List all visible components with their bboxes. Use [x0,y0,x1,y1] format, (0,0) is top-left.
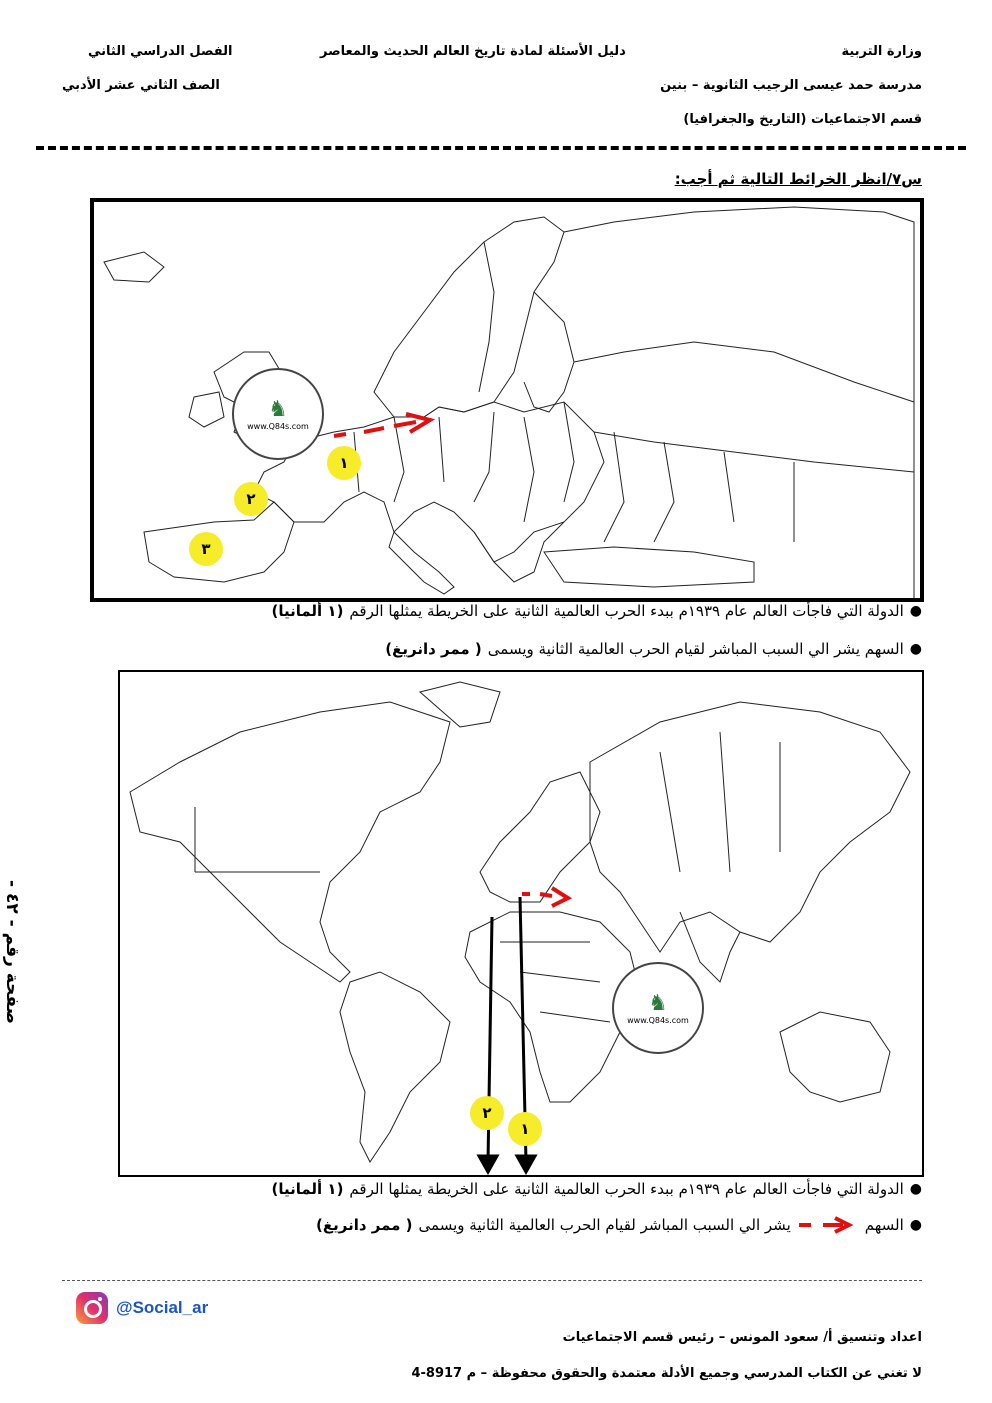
footer-notice: لا تغني عن الكتاب المدرسي وجميع الأدلة معتمدة والحقوق محفوظة – م 8917-4 [411,1366,922,1381]
map1-label-1: ١ [327,446,361,480]
map2-label-1: ١ [508,1112,542,1146]
question-title: س٧/انظر الخرائط التالية ثم أجب: [674,170,922,188]
bullet-icon: ● [909,1181,922,1197]
map1-label-2: ٢ [234,482,268,516]
world-map-drawing [120,672,922,1175]
map2-label-2: ٢ [470,1096,504,1130]
danzig-arrow [334,414,430,436]
site-watermark [232,368,324,460]
footer-divider [62,1280,922,1281]
instagram-icon [76,1292,108,1324]
logo-icon: ♞ [648,991,668,1016]
map1-answer-2: ● السهم يشر الي السبب المباشر لقيام الحرب العالمية الثانية ويسمى ( ممر دانريغ) [385,640,922,658]
guide-title: دليل الأسئلة لمادة تاريخ العالم الحديث والمعاصر [320,44,626,59]
site-watermark-world [612,962,704,1054]
page-number: صفحة رقم - ٤٢ - [2,880,22,1025]
bullet-icon: ● [909,1217,922,1233]
school-name: مدرسة حمد عيسى الرجيب الثانوية – بنين [660,78,922,93]
department-name: قسم الاجتماعيات (التاريخ والجغرافيا) [683,112,922,127]
footer-credit: اعداد وتنسيق أ/ سعود المونس – رئيس قسم الاجتماعيات [562,1330,922,1345]
semester: الفصل الدراسي الثاني [88,44,233,59]
red-arrow-icon [797,1216,859,1234]
grade: الصف الثاني عشر الأدبي [62,78,220,93]
danzig-arrow-world [522,888,568,906]
instagram-link[interactable] [76,1292,208,1324]
ministry-name: وزارة التربية [841,44,922,59]
map2-answer-2: ● السهم يشر الي السبب المباشر لقيام الحرب العالمية الثانية ويسمى ( ممر دانريغ) [316,1216,922,1234]
world-map [118,670,924,1177]
map1-answer-1: ● الدولة التي فاجأت العالم عام ١٩٣٩م ببدء الحرب العالمية الثانية على الخريطة يمثلها الرقم (١ ألمانيا) [271,602,922,620]
watermark-url: www.Q84s.com [627,1016,689,1025]
bullet-icon: ● [909,603,922,619]
instagram-handle[interactable]: @Social_ar [116,1298,209,1317]
map2-answer-1: ● الدولة التي فاجأت العالم عام ١٩٣٩م ببدء الحرب العالمية الثانية على الخريطة يمثلها الرقم (١ ألمانيا) [271,1180,922,1198]
logo-icon: ♞ [268,397,288,422]
bullet-icon: ● [909,641,922,657]
map1-label-3: ٣ [189,532,223,566]
watermark-url: www.Q84s.com [247,422,309,431]
header-divider [36,146,966,150]
europe-map [90,198,924,602]
